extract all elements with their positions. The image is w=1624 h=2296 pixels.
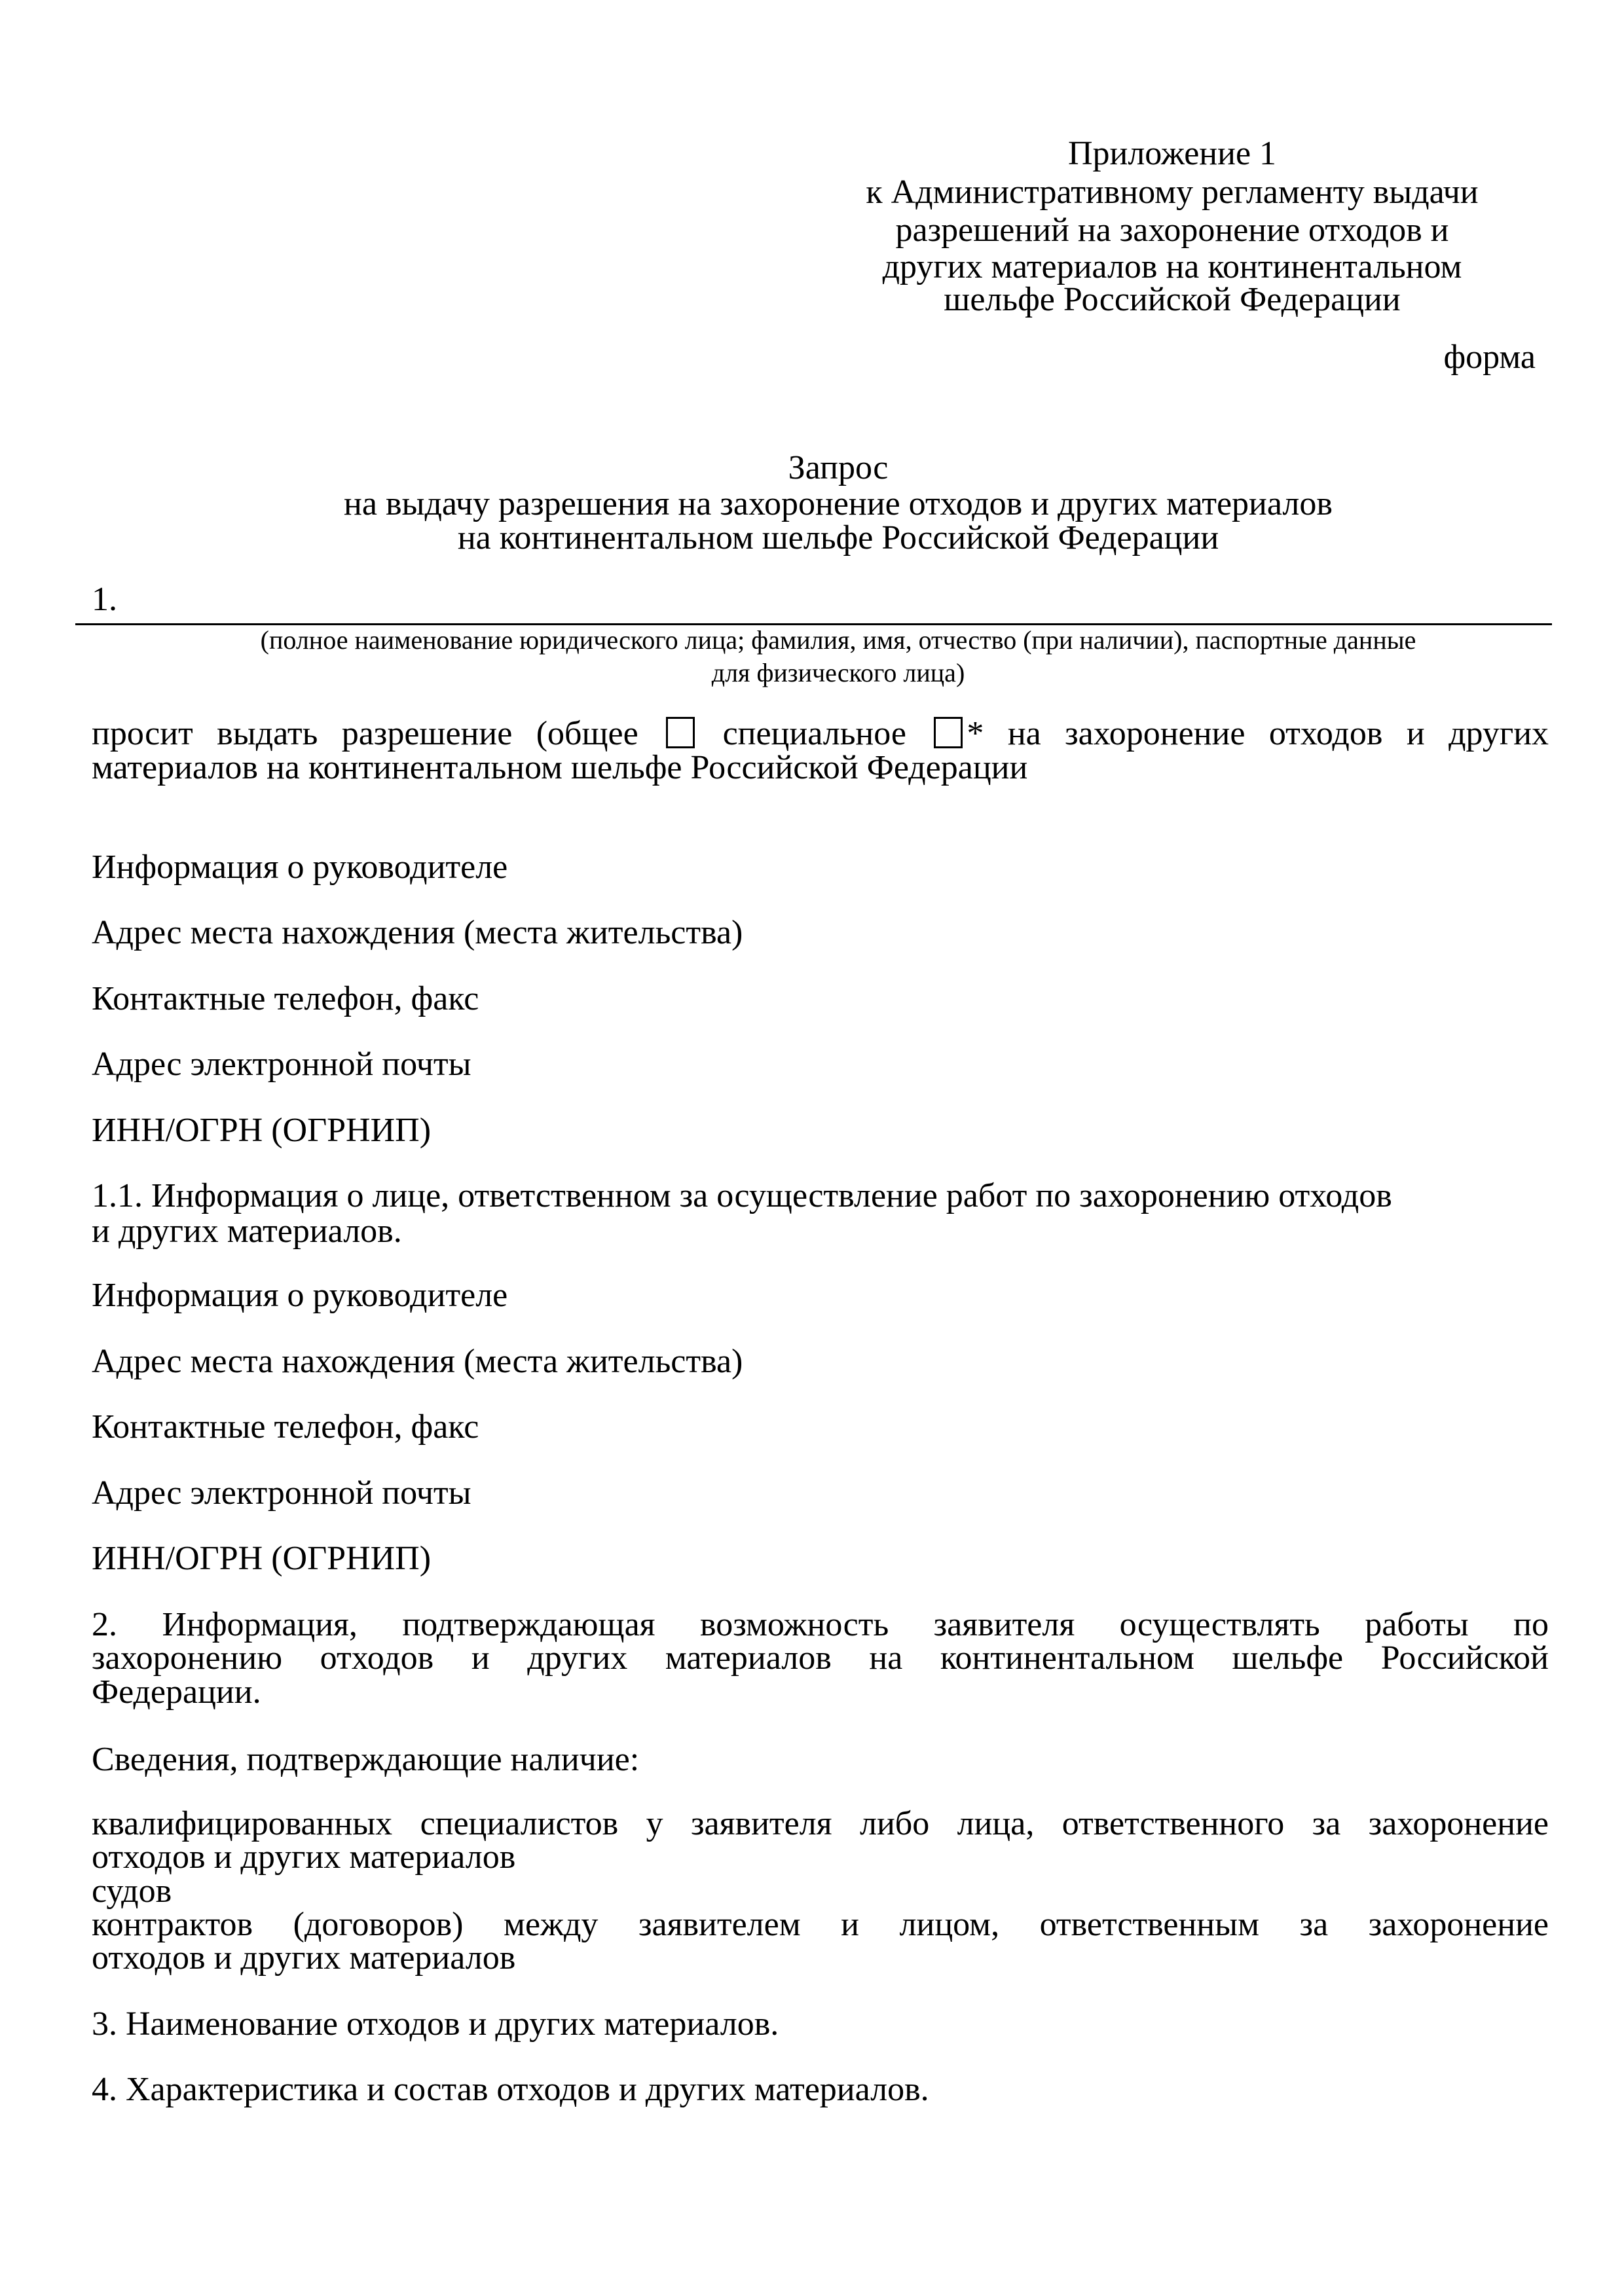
field-label: Контактные телефон, факс: [92, 1408, 479, 1446]
appendix-line: к Административному регламенту выдачи: [866, 173, 1479, 211]
appendix-line: шельфе Российской Федерации: [944, 281, 1401, 318]
field-label: Адрес места нахождения (места жительства): [92, 1343, 743, 1380]
field-label: Адрес электронной почты: [92, 1474, 471, 1512]
field-label: Информация о руководителе: [92, 1277, 508, 1314]
document-subtitle: на континентальном шельфе Российской Федерации: [457, 519, 1219, 556]
appendix-line: других материалов на континентальном: [882, 248, 1462, 285]
item-2: захоронению отходов и других материалов на континентальном шельфе Российской: [92, 1640, 1549, 1677]
request-text: * на захоронение отходов и других: [967, 716, 1549, 752]
form-label: форма: [1443, 338, 1536, 376]
appendix-number: Приложение 1: [1067, 135, 1277, 172]
special-permit-checkbox[interactable]: [934, 717, 963, 748]
item-1-1: 1.1. Информация о лице, ответственном за осуществление работ по захоронению отходов: [92, 1177, 1392, 1214]
field-label: Адрес места нахождения (места жительства): [92, 914, 743, 951]
item-1-1: и других материалов.: [92, 1212, 402, 1250]
evidence-heading: Сведения, подтверждающие наличие:: [92, 1741, 640, 1778]
evidence-item: отходов и других материалов: [92, 1838, 516, 1876]
evidence-item: контрактов (договоров) между заявителем и лицом, ответственным за захоронение: [92, 1906, 1549, 1943]
field-label: Информация о руководителе: [92, 848, 508, 886]
document-subtitle: на выдачу разрешения на захоронение отходов и других материалов: [344, 485, 1333, 522]
field-label: ИНН/ОГРН (ОГРНИП): [92, 1540, 432, 1577]
appendix-line: разрешений на захоронение отходов и: [895, 211, 1449, 249]
document-title: Запрос: [788, 449, 889, 486]
request-text: специальное: [722, 716, 906, 752]
item-2: 2. Информация, подтверждающая возможность заявителя осуществлять работы по: [92, 1607, 1549, 1643]
request-text: просит выдать разрешение (общее: [92, 716, 638, 752]
evidence-item: квалифицированных специалистов у заявителя либо лица, ответственного за захоронение: [92, 1806, 1549, 1842]
request-line: материалов на континентальном шельфе Российской Федерации: [92, 749, 1028, 786]
field-label: ИНН/ОГРН (ОГРНИП): [92, 1112, 432, 1149]
general-permit-checkbox[interactable]: [666, 717, 695, 748]
evidence-item: судов: [92, 1872, 172, 1910]
item-3: 3. Наименование отходов и других материалов.: [92, 2005, 779, 2043]
item-4: 4. Характеристика и состав отходов и других материалов.: [92, 2071, 929, 2108]
field-label: Контактные телефон, факс: [92, 980, 479, 1017]
applicant-caption: для физического лица): [711, 658, 965, 687]
item-2: Федерации.: [92, 1673, 261, 1711]
evidence-item: отходов и других материалов: [92, 1939, 516, 1977]
field-label: Адрес электронной почты: [92, 1046, 471, 1083]
item-1-number: 1.: [92, 581, 117, 618]
applicant-caption: (полное наименование юридического лица; фамилия, имя, отчество (при наличии), паспортные данные: [260, 625, 1416, 655]
request-line: [92, 716, 1549, 752]
